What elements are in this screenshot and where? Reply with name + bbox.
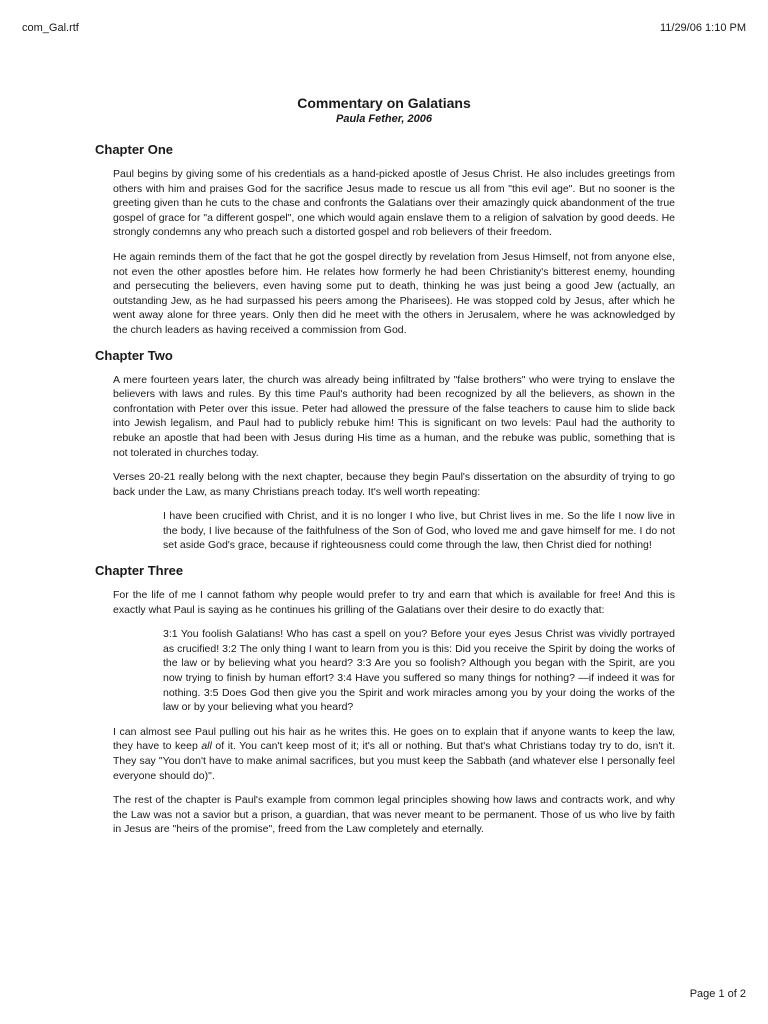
print-datetime: 11/29/06 1:10 PM bbox=[659, 22, 746, 34]
document-author: Paula Fether, 2006 bbox=[336, 113, 432, 125]
chapter-one-paragraph-2: He again reminds them of the fact that he got the gospel directly by revelation from Jesus Himself, not from anyone else, not even the other apostles before him. He relates how formerly he had been Christianity's bitterest enemy, hounding and persecuting the believers, even having some put to death, thinking he was just being a good Jew (actually, an outstanding Jew, as he had surpassed his peers among the Pharisees). He was stopped cold by Jesus, after which he went away alone for three years. Only then did he meet with the others in Jerusalem, where he was acknowledged by the church leaders as having received a commission from God. bbox=[113, 250, 675, 336]
chapter-three-paragraph-2: The rest of the chapter is Paul's example from common legal principles showing how laws and contracts work, and why the Law was not a savior but a prison, a guardian, that was never meant to be permanent. Those of us who live by faith in Jesus are "heirs of the promise", freed from the Law completely and eternally. bbox=[113, 794, 675, 836]
emphasis-all: all bbox=[201, 740, 212, 753]
chapter-two-paragraph-2: Verses 20-21 really belong with the next chapter, because they begin Paul's dissertation on the absurdity of trying to go back under the Law, as many Christians preach today. It's well worth repeating: bbox=[113, 471, 675, 498]
file-name: com_Gal.rtf bbox=[22, 22, 79, 34]
chapter-two-heading: Chapter Two bbox=[95, 347, 173, 363]
chapter-one-heading: Chapter One bbox=[95, 142, 174, 157]
chapter-three-intro: For the life of me I cannot fathom why people would prefer to try and earn that which is available for free! And this is exactly what Paul is saying as he continues his grilling of the Galatians over their desire to do exactly that: bbox=[113, 589, 675, 616]
document-title: Commentary on Galatians bbox=[297, 95, 471, 111]
chapter-three-block-quote: 3:1 You foolish Galatians! Who has cast a spell on you? Before your eyes Jesus Christ was vividly portrayed as crucified! 3:2 The only thing I want to learn from you is this: Did you receive the Spirit by doing the works of the law or by believing what you heard? 3:3 Are you so foolish? Although you began with the Spirit, are you now trying to finish by human effort? 3:4 Have you suffered so many things for nothing? —if indeed it was for nothing. 3:5 Does God then give you the Spirit and work miracles among you by your doing the works of the law or by your believing what you heard? bbox=[163, 628, 675, 714]
chapter-three-heading: Chapter Three bbox=[95, 563, 184, 579]
chapter-two-block-quote: I have been crucified with Christ, and it is no longer I who live, but Christ lives in me. So the life I now live in the body, I live because of the faithfulness of the Son of God, who loved me and gave himself for me. I do not set aside God's grace, because if righteousness could come through the law, then Christ died for nothing! bbox=[163, 510, 675, 552]
page-number: Page 1 of 2 bbox=[689, 988, 746, 1000]
chapter-three-paragraph-1 bbox=[113, 725, 675, 783]
chapter-one-paragraph-1: Paul begins by giving some of his credentials as a hand-picked apostle of Jesus Christ. He also includes greetings from others with him and praises God for the sacrifice Jesus made to rescue us all from "this evil age". But no sooner is the greeting given than he cuts to the chase and confronts the Galatians over their amazingly quick abandonment of the true gospel of grace for "a different gospel", one which would again enslave them to a religion of salvation by good deeds. He strongly condemns any who preach such a distorted gospel and rob believers of their freedom. bbox=[113, 168, 675, 239]
chapter-three-paragraph-1-end: of it. You can't keep most of it; it's all or nothing. But that's what Christians today try to do, isn't it. They say "You don't have to make animal sacrifices, but you must keep the Sabbath (and whatever else I personally feel everyone should do)". bbox=[113, 740, 675, 782]
chapter-three-paragraph-1-start: I can almost see Paul pulling out his hair as he writes this. He goes on to explain that if anyone wants to keep the law, they have to keep bbox=[113, 725, 675, 753]
document-body bbox=[95, 142, 675, 847]
chapter-two-paragraph-1: A mere fourteen years later, the church was already being infiltrated by "false brothers" who were trying to enslave the believers with laws and rules. By this time Paul's authority had been recognized by all the believers, as shown in the confrontation with Peter over this issue. Peter had allowed the pressure of the false teachers to cause him to slide back into Jewish legalism, and Paul had to publicly rebuke him! This is significant on two levels: Paul had the authority to rebuke an apostle that had been with Jesus during His time as a human, and the rebuke was public, something that is not tolerated in churches today. bbox=[113, 373, 675, 459]
